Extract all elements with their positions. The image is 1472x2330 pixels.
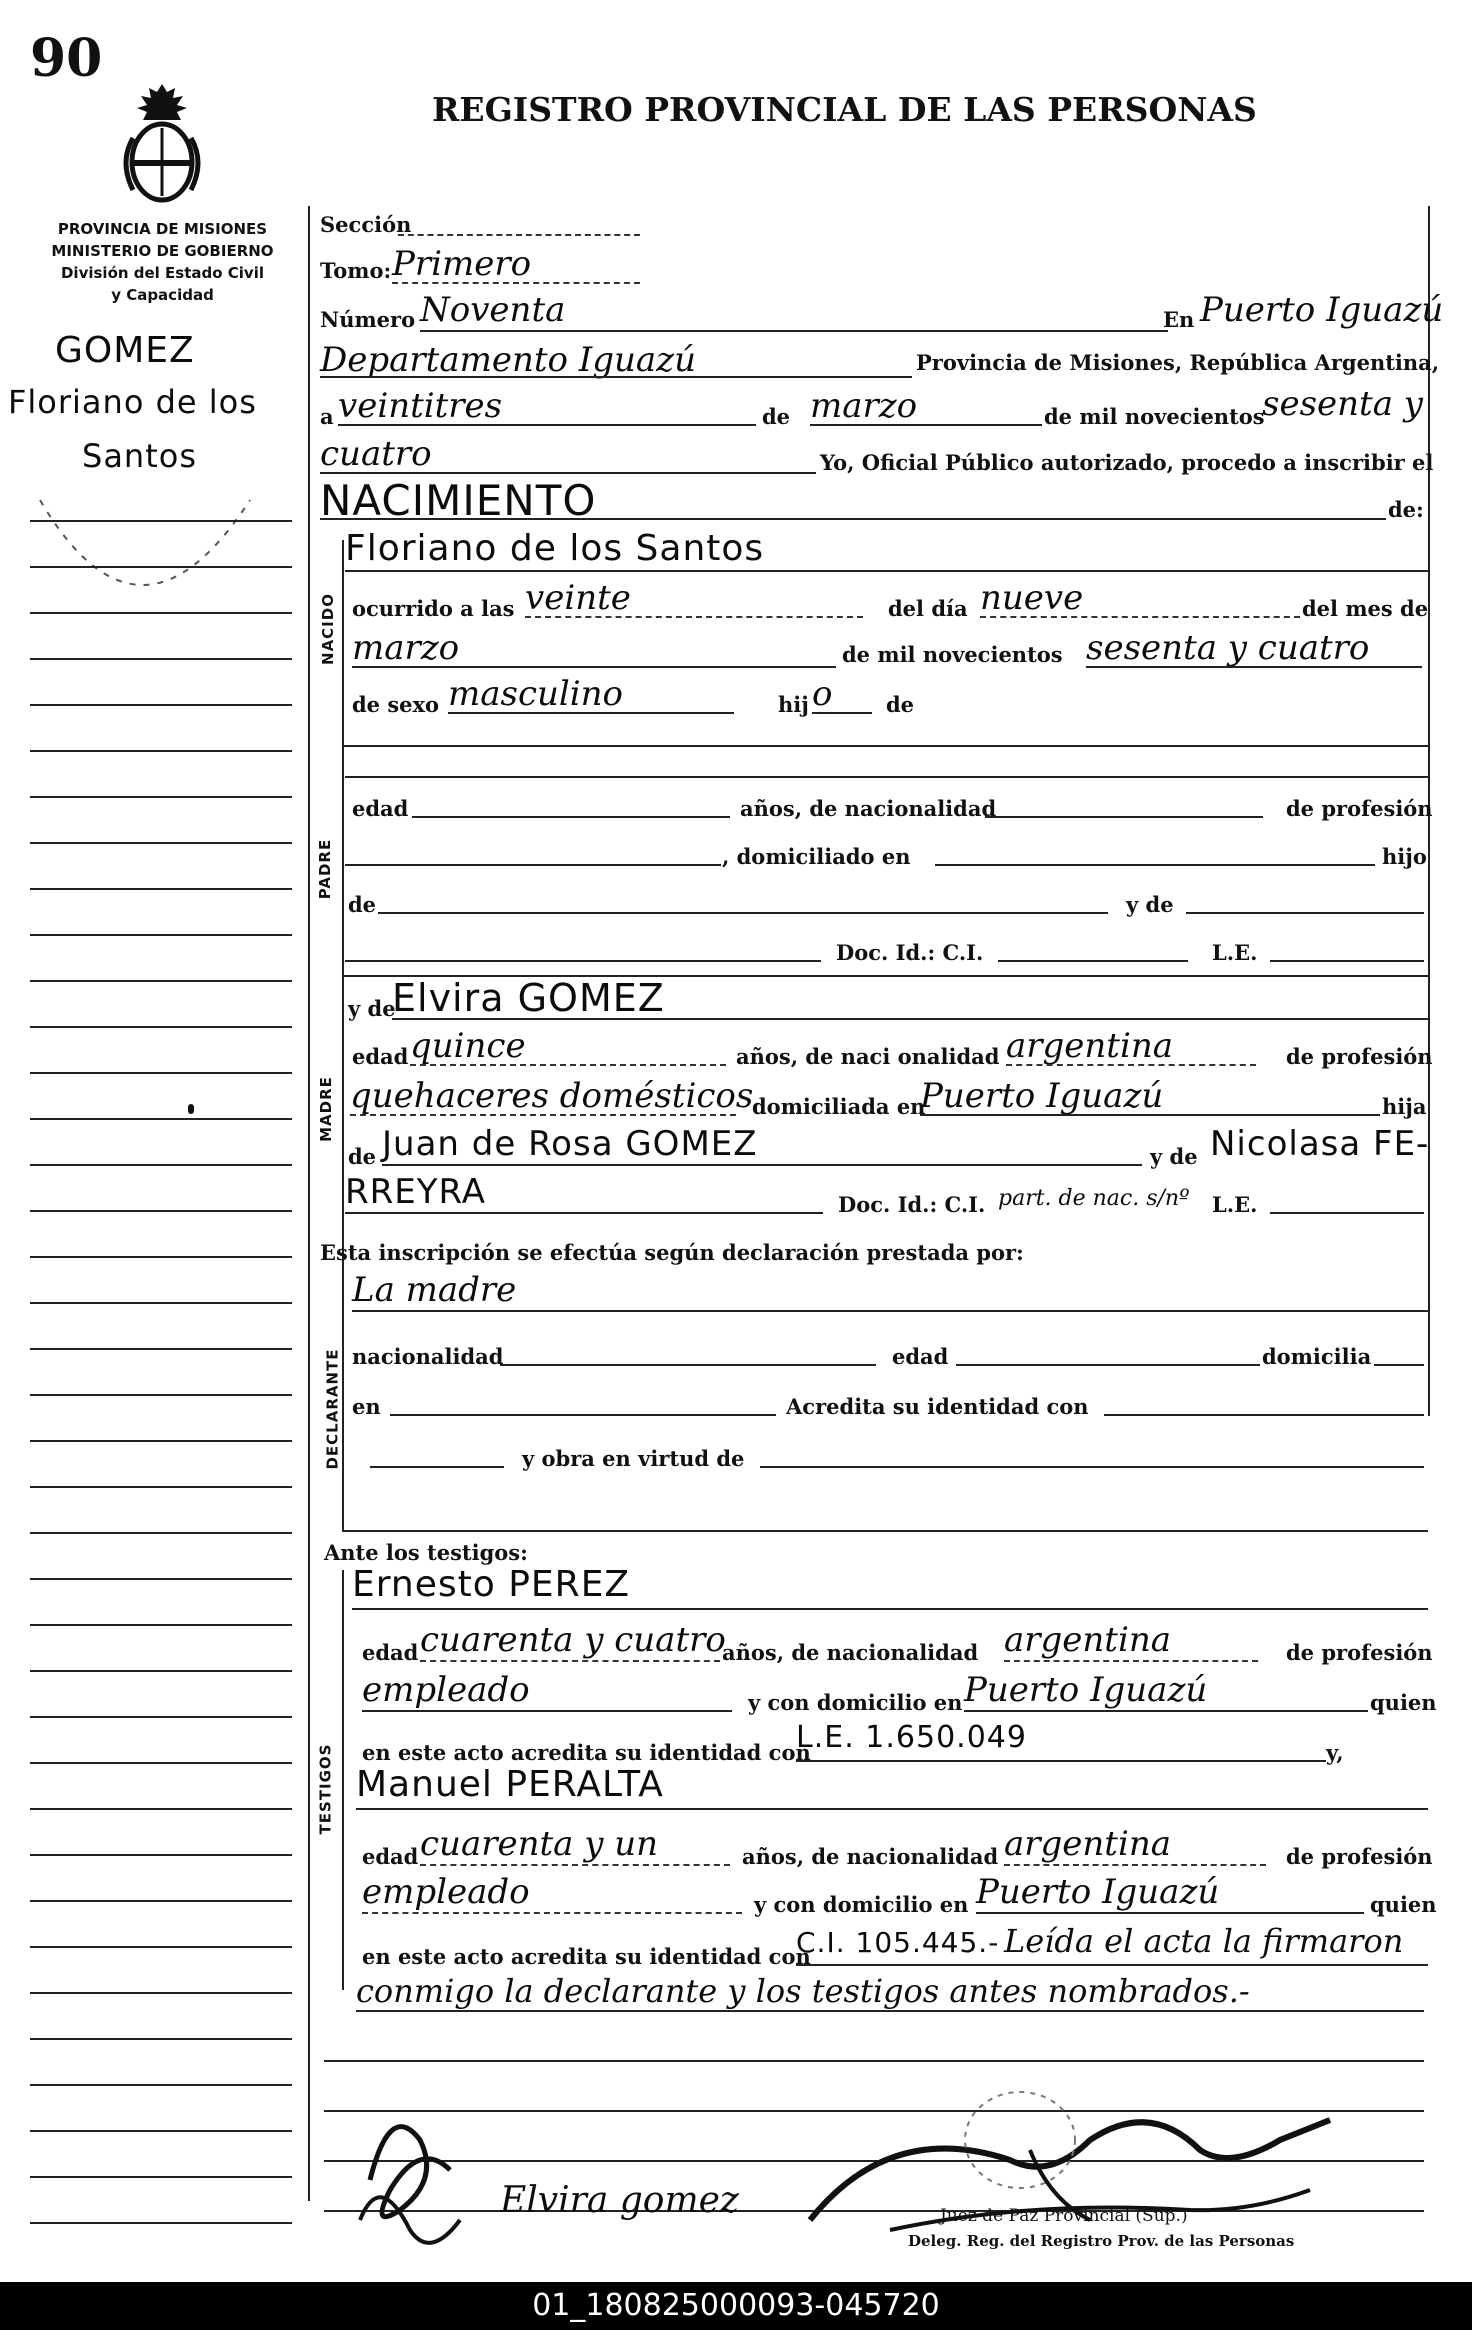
- label-madre-de: de: [348, 1144, 377, 1169]
- label-provincia: Provincia de Misiones, República Argentina,: [916, 350, 1440, 375]
- value-dia: veintitres: [338, 386, 503, 426]
- line-numero: [420, 330, 1168, 332]
- margin-rule: [30, 1210, 292, 1212]
- value-testigo1-doc: L.E. 1.650.049: [796, 1720, 1027, 1755]
- margin-rule: [30, 796, 292, 798]
- label-t1-dom: y con domicilio en: [748, 1690, 963, 1715]
- margin-rule: [30, 2084, 292, 2086]
- label-ocurrido: ocurrido a las: [352, 596, 515, 621]
- label-madre-nac: años, de naci onalidad: [736, 1044, 1000, 1069]
- label-t1-y: y,: [1326, 1740, 1344, 1765]
- label-padre-y-de: y de: [1126, 892, 1174, 917]
- margin-seal-icon: [20, 470, 260, 650]
- margin-rule: [30, 612, 292, 614]
- margin-rule: [30, 1670, 292, 1672]
- margin-surname: GOMEZ: [55, 330, 195, 371]
- testigos-separator: [342, 1570, 344, 1990]
- line-padre-nombre: [345, 776, 1428, 778]
- side-label-declarante: DECLARANTE: [323, 1348, 342, 1470]
- line-padre-prof: [345, 864, 721, 866]
- value-madre-madre-2: RREYRA: [345, 1172, 487, 1212]
- margin-rule: [30, 1808, 292, 1810]
- line-t2-prof: [362, 1912, 742, 1914]
- label-madre-prof: de profesión: [1286, 1044, 1433, 1069]
- value-cierre-2: conmigo la declarante y los testigos antes nombrados.-: [356, 1972, 1250, 2010]
- line-decl-obra: [760, 1466, 1424, 1468]
- line-t1-edad: [420, 1660, 720, 1662]
- line-madre-dom: [920, 1114, 1380, 1116]
- label-t1-nac: años, de nacionalidad: [722, 1640, 979, 1665]
- margin-given-name-2: Santos: [82, 437, 197, 475]
- label-de-mil: de mil novecientos: [1044, 404, 1265, 429]
- value-testigo2-nac: argentina: [1004, 1824, 1172, 1864]
- margin-rule: [30, 1624, 292, 1626]
- line-seccion: [398, 234, 640, 236]
- line-decl-nac: [500, 1364, 876, 1366]
- label-madre-y-de: y de: [348, 996, 396, 1021]
- divider-declarante-end: [342, 1530, 1428, 1532]
- line-madre-prof: [350, 1114, 736, 1116]
- margin-rule: [30, 1900, 292, 1902]
- division-line: División del Estado Civil: [60, 264, 264, 282]
- value-declarante: La madre: [352, 1270, 517, 1310]
- side-label-testigos: TESTIGOS: [316, 1743, 335, 1835]
- label-decl-domicilia: domicilia: [1262, 1344, 1372, 1369]
- line-padre-le: [1270, 960, 1424, 962]
- label-inscripcion: Esta inscripción se efectúa según declaración prestada por:: [320, 1240, 1024, 1265]
- side-label-nacido: NACIDO: [318, 593, 337, 665]
- line-acto: [320, 518, 1386, 520]
- line-mes-nac: [352, 666, 836, 668]
- value-madre-nacionalidad: argentina: [1006, 1026, 1174, 1066]
- margin-rule: [30, 750, 292, 752]
- label-t2-prof: de profesión: [1286, 1844, 1433, 1869]
- line-decl-en: [390, 1414, 776, 1416]
- value-acto: NACIMIENTO: [320, 476, 597, 525]
- label-padre-hijo: hijo: [1382, 844, 1427, 869]
- label-sexo: de sexo: [352, 692, 440, 717]
- province-line: PROVINCIA DE MISIONES: [57, 220, 268, 238]
- label-t1-edad: edad: [362, 1640, 419, 1665]
- line-madre-nac: [1006, 1064, 1256, 1066]
- margin-rule: [30, 934, 292, 936]
- value-numero: Noventa: [420, 290, 566, 330]
- value-madre-nombre: Elvira GOMEZ: [392, 976, 665, 1020]
- label-en: En: [1163, 307, 1195, 332]
- line-t2-dom: [976, 1912, 1364, 1914]
- line-cierre-2: [356, 2010, 1424, 2012]
- value-testigo2-prof: empleado: [362, 1872, 530, 1912]
- section-separator: [342, 540, 344, 1530]
- label-madre-y-de-2: y de: [1150, 1144, 1198, 1169]
- value-dia-nac: nueve: [980, 578, 1084, 618]
- line-anio-2: [320, 472, 816, 474]
- margin-rule: [30, 1762, 292, 1764]
- line-padre-de: [378, 912, 1108, 914]
- value-testigo1-nac: argentina: [1004, 1620, 1172, 1660]
- margin-rule: [30, 1440, 292, 1442]
- value-lugar: Puerto Iguazú: [1200, 290, 1444, 330]
- margin-rule: [30, 1348, 292, 1350]
- value-testigo2-edad: cuarenta y un: [420, 1824, 659, 1864]
- margin-rule: [30, 1164, 292, 1166]
- margin-rule: [30, 1992, 292, 1994]
- footer-code: 01_180825000093-045720: [0, 2282, 1472, 2330]
- stamp-line-1: Juez de Paz Provincial (Sup.): [940, 2206, 1188, 2226]
- value-testigo1-edad: cuarenta y cuatro: [420, 1620, 726, 1660]
- label-padre-prof: de profesión: [1286, 796, 1433, 821]
- label-t2-quien: quien: [1370, 1892, 1437, 1917]
- label-de: de: [762, 404, 791, 429]
- line-t1-prof: [362, 1710, 732, 1712]
- divider-padre: [342, 745, 1428, 747]
- margin-dot: [188, 1104, 194, 1114]
- line-t1-dom: [964, 1710, 1368, 1712]
- line-t1-doc: [796, 1760, 1326, 1762]
- margin-rule: [30, 1302, 292, 1304]
- label-padre-dom: , domiciliado en: [722, 844, 911, 869]
- label-padre-le: L.E.: [1212, 940, 1258, 965]
- margin-rule: [30, 1854, 292, 1856]
- value-hijo-suffix: o: [812, 674, 833, 714]
- margin-rule: [30, 1026, 292, 1028]
- value-testigo1-prof: empleado: [362, 1670, 530, 1710]
- label-tomo: Tomo:: [320, 258, 392, 283]
- label-t1-prof: de profesión: [1286, 1640, 1433, 1665]
- line-madre-padre: [382, 1164, 1142, 1166]
- label-del-dia: del día: [888, 596, 968, 621]
- line-t1-nac: [1004, 1660, 1258, 1662]
- margin-rule: [30, 1716, 292, 1718]
- margin-rule: [30, 842, 292, 844]
- line-madre-edad: [410, 1064, 726, 1066]
- line-tomo: [392, 282, 640, 284]
- value-testigo1-dom: Puerto Iguazú: [964, 1670, 1208, 1710]
- label-t2-dom: y con domicilio en: [754, 1892, 969, 1917]
- label-decl-en: en: [352, 1394, 381, 1419]
- label-t2-acto: en este acto acredita su identidad con: [362, 1944, 811, 1969]
- main-frame-left: [308, 206, 310, 2201]
- margin-given-name-1: Floriano de los: [8, 383, 257, 421]
- line-padre-dom: [935, 864, 1375, 866]
- label-madre-doc: Doc. Id.: C.I.: [838, 1192, 986, 1217]
- margin-rule: [30, 1072, 292, 1074]
- margin-rule: [30, 980, 292, 982]
- margin-rule: [30, 1394, 292, 1396]
- margin-rule: [30, 1256, 292, 1258]
- margin-rule: [30, 1118, 292, 1120]
- value-sexo: masculino: [448, 674, 624, 714]
- line-nacido-nombre: [345, 570, 1428, 572]
- value-departamento: Departamento Iguazú: [320, 340, 696, 380]
- label-a: a: [320, 404, 334, 429]
- ministry-line: MINISTERIO DE GOBIERNO: [51, 242, 274, 260]
- left-header: [30, 218, 295, 306]
- line-hora: [525, 616, 863, 618]
- label-t1-acto: en este acto acredita su identidad con: [362, 1740, 811, 1765]
- label-decl-obra: y obra en virtud de: [522, 1446, 745, 1471]
- margin-rule: [30, 2130, 292, 2132]
- capacity-line: y Capacidad: [111, 286, 214, 304]
- label-del-mes: del mes de: [1302, 596, 1429, 621]
- line-dia-nac: [980, 616, 1300, 618]
- value-anio-1: sesenta y: [1262, 384, 1423, 424]
- line-testigo1-nombre: [352, 1608, 1428, 1610]
- line-decl-edad: [956, 1364, 1260, 1366]
- line-decl-doc: [370, 1466, 504, 1468]
- margin-rule: [30, 658, 292, 660]
- line-madre-madre-2: [345, 1212, 823, 1214]
- document-title: REGISTRO PROVINCIAL DE LAS PERSONAS: [432, 90, 1257, 129]
- line-t2-edad: [420, 1864, 730, 1866]
- line-madre-nombre: [392, 1018, 1428, 1020]
- label-ante-testigos: Ante los testigos:: [324, 1540, 528, 1565]
- value-testigo2-dom: Puerto Iguazú: [976, 1872, 1220, 1912]
- line-mes: [810, 424, 1042, 426]
- value-madre-doc: part. de nac. s/nº: [998, 1186, 1190, 1211]
- value-mes-nac: marzo: [352, 628, 460, 668]
- value-mes: marzo: [810, 386, 918, 426]
- margin-rule: [30, 2176, 292, 2178]
- label-de-2: de: [886, 692, 915, 717]
- margin-rule: [30, 1532, 292, 1534]
- label-seccion: Sección: [320, 212, 412, 237]
- line-departamento: [320, 376, 912, 378]
- side-label-madre: MADRE: [316, 1076, 335, 1142]
- value-anio-nac: sesenta y cuatro: [1086, 628, 1370, 668]
- label-t2-nac: años, de nacionalidad: [742, 1844, 999, 1869]
- line-anio-nac: [1086, 666, 1422, 668]
- margin-rule: [30, 520, 292, 522]
- margin-rule: [30, 566, 292, 568]
- stamp-line-2: Deleg. Reg. del Registro Prov. de las Personas: [908, 2232, 1295, 2250]
- line-dia: [338, 424, 756, 426]
- label-padre-edad: edad: [352, 796, 409, 821]
- line-hijo: [812, 712, 872, 714]
- line-padre-nac: [985, 816, 1263, 818]
- line-decl-acredita: [1104, 1414, 1424, 1416]
- line-signature-1: [324, 2060, 1424, 2062]
- label-hijo: hij: [778, 692, 809, 717]
- line-padre-y-de: [1186, 912, 1424, 914]
- label-yo-oficial: Yo, Oficial Público autorizado, procedo a inscribir el: [820, 450, 1434, 475]
- value-testigo2-nombre: Manuel PERALTA: [356, 1764, 664, 1805]
- label-padre-doc: Doc. Id.: C.I.: [836, 940, 984, 965]
- label-decl-nacionalidad: nacionalidad: [352, 1344, 504, 1369]
- value-madre-padre: Juan de Rosa GOMEZ: [382, 1124, 758, 1164]
- line-padre-doc: [998, 960, 1188, 962]
- margin-rule: [30, 2038, 292, 2040]
- value-anio-2: cuatro: [320, 434, 432, 474]
- value-testigo1-nombre: Ernesto PEREZ: [352, 1564, 631, 1605]
- label-padre-nac: años, de nacionalidad: [740, 796, 997, 821]
- margin-rule: [30, 888, 292, 890]
- margin-rule: [30, 1486, 292, 1488]
- line-decl-domicilia: [1374, 1364, 1424, 1366]
- line-madre-le: [1270, 1212, 1424, 1214]
- value-madre-domicilio: Puerto Iguazú: [920, 1076, 1164, 1116]
- value-madre-madre-1: Nicolasa FE-: [1210, 1124, 1430, 1164]
- value-madre-edad: quince: [410, 1026, 526, 1066]
- value-cierre-1: Leída el acta la firmaron: [1004, 1922, 1404, 1960]
- value-nacido-nombre: Floriano de los Santos: [345, 528, 765, 569]
- value-tomo: Primero: [392, 244, 532, 284]
- label-madre-hija: hija: [1382, 1094, 1427, 1119]
- line-sexo: [448, 712, 734, 714]
- label-madre-edad: edad: [352, 1044, 409, 1069]
- label-decl-edad: edad: [892, 1344, 949, 1369]
- margin-rule: [30, 1578, 292, 1580]
- line-padre-extra: [345, 960, 821, 962]
- label-padre-de: de: [348, 892, 377, 917]
- side-label-padre: PADRE: [316, 838, 335, 900]
- value-hora: veinte: [525, 578, 631, 618]
- label-t1-quien: quien: [1370, 1690, 1437, 1715]
- value-madre-profesion: quehaceres domésticos: [350, 1076, 754, 1116]
- line-testigo2-nombre: [356, 1808, 1428, 1810]
- margin-rule: [30, 1946, 292, 1948]
- label-t2-edad: edad: [362, 1844, 419, 1869]
- label-madre-le: L.E.: [1212, 1192, 1258, 1217]
- line-declarante: [352, 1310, 1428, 1312]
- line-cierre-1: [796, 1964, 1428, 1966]
- label-de-colon: de:: [1388, 497, 1424, 522]
- page-number: 90: [30, 28, 103, 89]
- label-de-mil-2: de mil novecientos: [842, 642, 1063, 667]
- margin-rule: [30, 704, 292, 706]
- signature-declarante: Elvira gomez: [500, 2180, 739, 2221]
- line-t2-nac: [1004, 1864, 1266, 1866]
- margin-rule: [30, 2222, 292, 2224]
- label-numero: Número: [320, 307, 416, 332]
- label-madre-dom: domiciliada en: [752, 1094, 926, 1119]
- coat-of-arms-icon: [115, 78, 210, 208]
- value-testigo2-doc: C.I. 105.445.-: [796, 1926, 1000, 1959]
- line-padre-edad: [412, 816, 730, 818]
- label-decl-acredita: Acredita su identidad con: [786, 1394, 1089, 1419]
